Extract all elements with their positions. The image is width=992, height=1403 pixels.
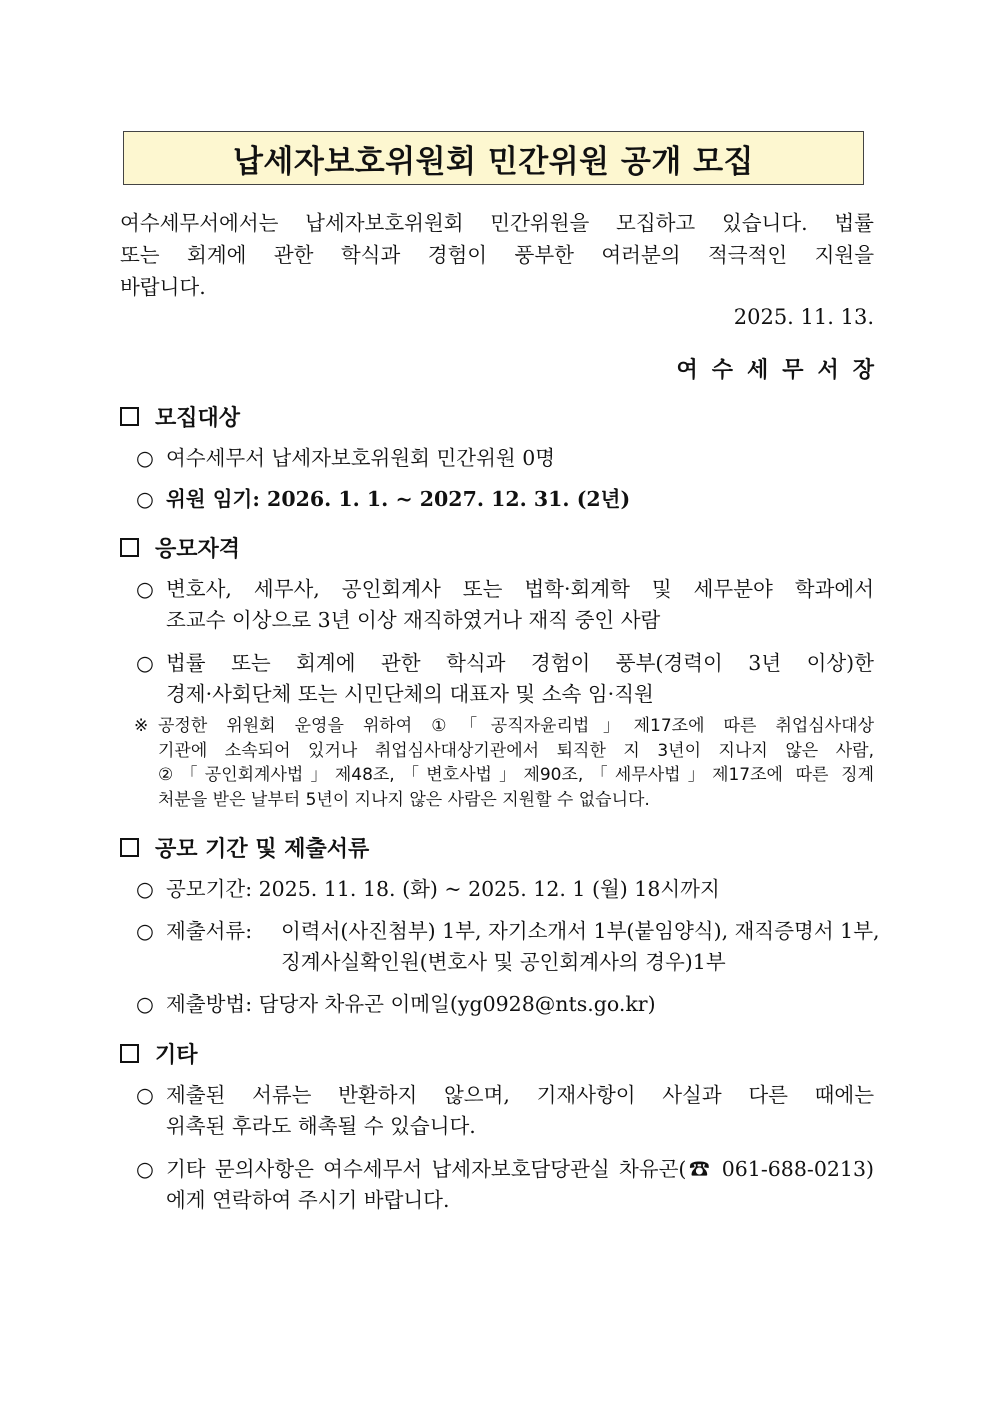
list-item — [136, 484, 874, 515]
note-block — [134, 714, 874, 812]
list-item — [136, 874, 874, 905]
note-text: 기관에 소속되어 있거나 취업심사대상기관에서 퇴직한 지 3년이 지나지 않은 사람, — [158, 740, 874, 761]
checkbox-square-icon — [120, 538, 139, 557]
list-item — [136, 916, 880, 978]
list-item — [136, 443, 874, 474]
item-text: 위촉된 후라도 해촉될 수 있습니다. — [166, 1114, 476, 1138]
item-text: 조교수 이상으로 3년 이상 재직하였거나 재직 중인 사람 — [166, 608, 661, 632]
bullet-circle-icon: ○ — [136, 877, 154, 901]
item-text: 이력서(사진첨부) 1부, 자기소개서 1부(붙임양식), 재직증명서 1부, — [281, 919, 880, 943]
bullet-circle-icon: ○ — [136, 992, 154, 1016]
bullet-circle-icon: ○ — [136, 919, 154, 943]
bullet-circle-icon: ○ — [136, 577, 154, 601]
item-text: 기타 문의사항은 여수세무서 납세자보호담당관실 차유곤(☎ 061-688-0213) — [166, 1157, 874, 1181]
item-text: 제출된 서류는 반환하지 않으며, 기재사항이 사실과 다른 때에는 — [166, 1083, 874, 1107]
intro-line: 여수세무서에서는 납세자보호위원회 민간위원을 모집하고 있습니다. 법률 — [120, 211, 874, 235]
section-qualify-heading — [120, 532, 240, 563]
note-text: ②「공인회계사법」제48조,「변호사법」제90조,「세무사법」제17조에 따른 징계 — [158, 765, 874, 785]
list-item — [136, 648, 874, 710]
item-text: 에게 연락하여 주시기 바랍니다. — [166, 1188, 450, 1212]
signature: 여수세무서장 — [676, 357, 888, 383]
bullet-circle-icon: ○ — [136, 1083, 154, 1107]
note-mark: ※ — [134, 716, 149, 736]
intro-line: 또는 회계에 관한 학식과 경험이 풍부한 여러분의 적극적인 지원을 — [120, 243, 874, 267]
checkbox-square-icon — [120, 838, 139, 857]
list-item — [136, 574, 874, 636]
section-other-heading — [120, 1038, 198, 1069]
item-text: 경제·사회단체 또는 시민단체의 대표자 및 소속 임·직원 — [166, 682, 654, 706]
checkbox-square-icon — [120, 1044, 139, 1063]
issue-date: 2025. 11. 13. — [733, 305, 874, 329]
section-title: 응모자격 — [155, 536, 241, 562]
bullet-circle-icon: ○ — [136, 487, 154, 511]
intro-line: 바랍니다. — [120, 275, 206, 299]
section-title: 기타 — [155, 1042, 198, 1068]
page-title: 납세자보호위원회 민간위원 공개 모집 — [232, 143, 754, 180]
section-period-heading — [120, 832, 369, 863]
item-text: 위원 임기: 2026. 1. 1. ~ 2027. 12. 31. (2년) — [166, 487, 631, 511]
list-item — [136, 1080, 874, 1142]
item-text: 제출방법: 담당자 차유곤 이메일(yg0928@nts.go.kr) — [166, 992, 656, 1016]
item-text: 여수세무서 납세자보호위원회 민간위원 0명 — [166, 446, 556, 470]
bullet-circle-icon: ○ — [136, 651, 154, 675]
note-text: 공정한 위원회 운영을 위하여 ①「공직자윤리법」제17조에 따른 취업심사대상 — [158, 716, 874, 736]
note-text: 처분을 받은 날부터 5년이 지나지 않은 사람은 지원할 수 없습니다. — [158, 789, 650, 810]
list-item — [136, 1154, 874, 1216]
bullet-circle-icon: ○ — [136, 1157, 154, 1181]
title-box — [123, 131, 864, 185]
item-text: 징계사실확인원(변호사 및 공인회계사의 경우)1부 — [281, 950, 726, 974]
item-text: 법률 또는 회계에 관한 학식과 경험이 풍부(경력이 3년 이상)한 — [166, 651, 874, 675]
bullet-circle-icon: ○ — [136, 446, 154, 470]
checkbox-square-icon — [120, 407, 139, 426]
item-text: 공모기간: 2025. 11. 18. (화) ~ 2025. 12. 1 (월) 18시까지 — [166, 877, 720, 901]
item-label: 제출서류: — [166, 919, 253, 943]
section-title: 모집대상 — [155, 405, 241, 431]
intro-paragraph — [120, 207, 874, 303]
section-title: 공모 기간 및 제출서류 — [155, 836, 370, 862]
section-recruit-heading — [120, 401, 240, 432]
item-text: 변호사, 세무사, 공인회계사 또는 법학·회계학 및 세무분야 학과에서 — [166, 577, 874, 601]
list-item — [136, 989, 874, 1020]
